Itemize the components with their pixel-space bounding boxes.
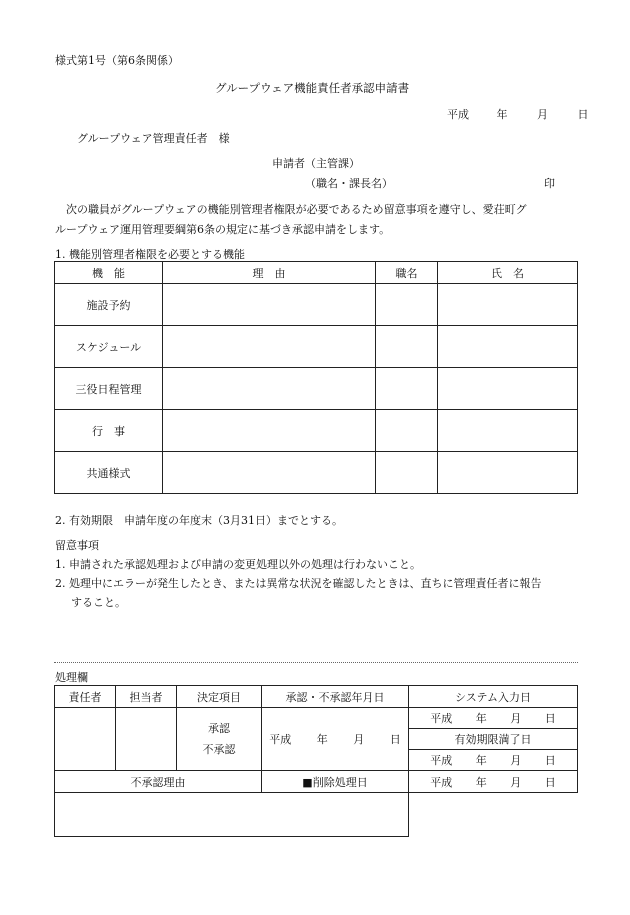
approval-date-cell[interactable]: [262, 708, 409, 771]
header-staff: 担当者: [116, 686, 177, 708]
reject-reason-label: 不承認理由: [55, 771, 262, 793]
title-cell[interactable]: [376, 368, 438, 410]
notes-heading: 留意事項: [55, 539, 99, 552]
form-number: 様式第1号（第6条関係）: [55, 54, 179, 67]
day: 日: [544, 754, 556, 767]
applicant-label: 申請者（主管課）: [272, 157, 360, 170]
applicant-name-label: （職名・課長名）: [305, 177, 393, 190]
function-table: [54, 261, 578, 494]
section-2-expiry: 2. 有効期限 申請年度の年度末（3月31日）までとする。: [55, 514, 343, 527]
system-date-cell[interactable]: [409, 708, 578, 729]
date-line: [447, 106, 589, 122]
note-item-2: 2. 処理中にエラーが発生したとき、または異常な状況を確認したときは、直ちに管理責任者に報告: [55, 577, 542, 590]
table-row: [55, 284, 578, 326]
month: 月: [537, 108, 548, 121]
day: 日: [389, 733, 401, 746]
name-cell[interactable]: [438, 368, 578, 410]
staff-cell[interactable]: [116, 708, 177, 771]
function-label: 行 事: [55, 410, 163, 452]
function-label: スケジュール: [55, 326, 163, 368]
name-cell[interactable]: [438, 284, 578, 326]
function-label: 三役日程管理: [55, 368, 163, 410]
cut-line: [54, 662, 578, 663]
era: 平成: [430, 712, 453, 725]
reject-reason-cell[interactable]: [55, 793, 409, 837]
year: 年: [316, 733, 328, 746]
title-cell[interactable]: [376, 284, 438, 326]
note-item-1: 1. 申請された承認処理および申請の変更処理以外の処理は行わないこと。: [55, 558, 421, 571]
reason-cell[interactable]: [163, 410, 376, 452]
empty-space: [409, 793, 578, 837]
month: 月: [510, 775, 522, 789]
year: 年: [475, 775, 487, 789]
header-system-date: システム入力日: [409, 686, 578, 708]
name-cell[interactable]: [438, 326, 578, 368]
header-name: 氏 名: [438, 262, 578, 284]
header-approval-date: 承認・不承認年月日: [262, 686, 409, 708]
era: 平成: [430, 754, 453, 767]
header-reason: 理 由: [163, 262, 376, 284]
deletion-date-cell[interactable]: [409, 771, 578, 793]
table-row: [55, 452, 578, 494]
era: 平成: [447, 108, 469, 121]
seal-mark: 印: [544, 177, 555, 190]
responsible-cell[interactable]: [55, 708, 116, 771]
name-cell[interactable]: [438, 452, 578, 494]
processing-label: 処理欄: [55, 671, 88, 684]
reason-cell[interactable]: [163, 368, 376, 410]
month: 月: [510, 754, 522, 767]
title-cell[interactable]: [376, 452, 438, 494]
note-item-2-cont: すること。: [71, 596, 126, 609]
header-title: 職名: [376, 262, 438, 284]
function-label: 施設予約: [55, 284, 163, 326]
table-row: [55, 326, 578, 368]
day: 日: [544, 712, 556, 725]
table-row: [55, 410, 578, 452]
processing-table: [54, 685, 578, 837]
expiry-label: 有効期限満了日: [409, 729, 578, 750]
reason-cell[interactable]: [163, 284, 376, 326]
section-1-heading: 1. 機能別管理者権限を必要とする機能: [55, 248, 245, 261]
year: 年: [475, 754, 487, 767]
table-row: [55, 368, 578, 410]
decision-cell: [177, 708, 262, 771]
name-cell[interactable]: [438, 410, 578, 452]
title-cell[interactable]: [376, 410, 438, 452]
title-cell[interactable]: [376, 326, 438, 368]
reason-cell[interactable]: [163, 326, 376, 368]
reason-cell[interactable]: [163, 452, 376, 494]
header-function: 機 能: [55, 262, 163, 284]
addressee: グループウェア管理責任者 様: [77, 132, 230, 145]
document-title: グループウェア機能責任者承認申請書: [215, 81, 410, 95]
intro-line-2: ループウェア運用管理要綱第6条の規定に基づき承認申請をします。: [55, 223, 391, 236]
month: 月: [353, 733, 365, 746]
year: 年: [475, 712, 487, 725]
deletion-date-label: ■削除処理日: [262, 771, 409, 793]
header-responsible: 責任者: [55, 686, 116, 708]
month: 月: [510, 712, 522, 725]
era: 平成: [430, 775, 453, 789]
year: 年: [496, 108, 508, 121]
header-decision: 決定項目: [177, 686, 262, 708]
era: 平成: [269, 733, 292, 746]
day: 日: [577, 108, 589, 121]
intro-line-1: 次の職員がグループウェアの機能別管理者権限が必要であるため留意事項を遵守し、愛荘町グ: [66, 203, 527, 216]
day: 日: [544, 775, 556, 789]
expiry-date-cell[interactable]: [409, 750, 578, 771]
disapprove-option[interactable]: 不承認: [202, 743, 236, 756]
function-label: 共通様式: [55, 452, 163, 494]
approve-option[interactable]: 承認: [208, 722, 230, 735]
